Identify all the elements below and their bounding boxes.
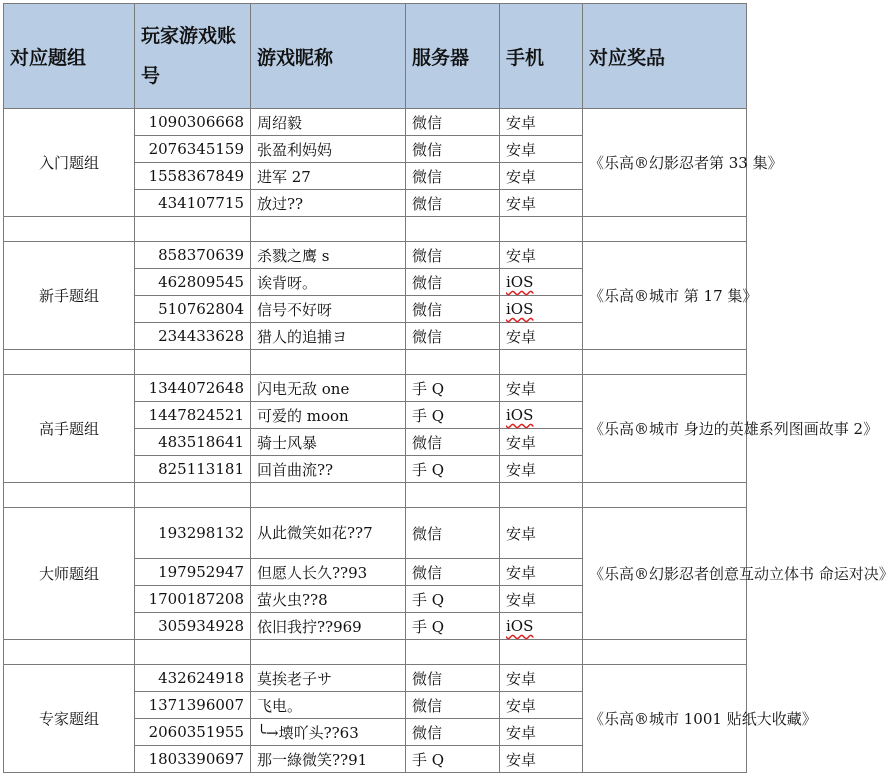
server-cell: 微信 [406, 109, 500, 136]
account-cell: 2060351955 [135, 719, 251, 746]
server-cell: 微信 [406, 269, 500, 296]
account-cell: 305934928 [135, 613, 251, 640]
server-cell: 手 Q [406, 456, 500, 483]
phone-cell: 安卓 [500, 746, 583, 773]
account-cell: 432624918 [135, 665, 251, 692]
empty-cell [135, 640, 251, 665]
group-name-cell: 专家题组 [4, 665, 135, 773]
server-cell: 手 Q [406, 402, 500, 429]
phone-value: iOS [506, 273, 534, 291]
account-cell: 1344072648 [135, 375, 251, 402]
empty-cell [583, 217, 747, 242]
phone-cell: 安卓 [500, 456, 583, 483]
account-cell: 1803390697 [135, 746, 251, 773]
phone-cell: 安卓 [500, 109, 583, 136]
prize-winners-table [3, 3, 894, 773]
server-cell: 微信 [406, 163, 500, 190]
account-cell: 462809545 [135, 269, 251, 296]
nickname-cell: 回首曲流?? [251, 456, 406, 483]
phone-value: iOS [506, 300, 534, 318]
phone-cell: 安卓 [500, 559, 583, 586]
account-cell: 1447824521 [135, 402, 251, 429]
table-row [4, 242, 747, 269]
table-row [4, 109, 747, 136]
prize-cell: 《乐高®城市 身边的英雄系列图画故事 2》 [583, 375, 747, 483]
table-row [4, 508, 747, 559]
header-nickname: 游戏昵称 [251, 4, 406, 109]
phone-cell [500, 296, 583, 323]
empty-cell [135, 483, 251, 508]
phone-cell: 安卓 [500, 665, 583, 692]
empty-cell [500, 350, 583, 375]
nickname-cell: 莫挨老子サ [251, 665, 406, 692]
nickname-cell: 萤火虫??8 [251, 586, 406, 613]
phone-cell: 安卓 [500, 190, 583, 217]
spacer-row [4, 217, 747, 242]
table-row [4, 665, 747, 692]
account-cell: 1558367849 [135, 163, 251, 190]
server-cell: 微信 [406, 190, 500, 217]
nickname-cell: 杀戮之鹰 s [251, 242, 406, 269]
spacer-row [4, 640, 747, 665]
phone-cell: 安卓 [500, 719, 583, 746]
phone-value: iOS [506, 617, 534, 635]
table-body [4, 109, 894, 773]
nickname-cell: 但愿人长久??93 [251, 559, 406, 586]
server-cell: 微信 [406, 429, 500, 456]
prize-cell: 《乐高®幻影忍者创意互动立体书 命运对决》 [583, 508, 747, 640]
account-cell: 1700187208 [135, 586, 251, 613]
empty-cell [583, 483, 747, 508]
phone-cell: 安卓 [500, 692, 583, 719]
group-name-cell: 高手题组 [4, 375, 135, 483]
header-group: 对应题组 [4, 4, 135, 109]
empty-cell [4, 483, 135, 508]
empty-cell [251, 640, 406, 665]
nickname-cell: 依旧我拧??969 [251, 613, 406, 640]
nickname-cell: 飞电。 [251, 692, 406, 719]
account-cell: 1371396007 [135, 692, 251, 719]
phone-cell: 安卓 [500, 508, 583, 559]
account-cell: 858370639 [135, 242, 251, 269]
empty-cell [583, 350, 747, 375]
empty-cell [4, 217, 135, 242]
account-cell: 2076345159 [135, 136, 251, 163]
server-cell: 手 Q [406, 375, 500, 402]
empty-cell [406, 640, 500, 665]
account-cell: 197952947 [135, 559, 251, 586]
account-cell: 234433628 [135, 323, 251, 350]
phone-cell: 安卓 [500, 323, 583, 350]
server-cell: 手 Q [406, 613, 500, 640]
nickname-cell: 可爱的 moon [251, 402, 406, 429]
server-cell: 微信 [406, 665, 500, 692]
empty-cell [135, 217, 251, 242]
table-row [4, 375, 747, 402]
prize-cell: 《乐高®城市 1001 贴纸大收藏》 [583, 665, 747, 773]
spacer-row [4, 350, 747, 375]
server-cell: 微信 [406, 242, 500, 269]
empty-cell [135, 350, 251, 375]
nickname-cell: 放过?? [251, 190, 406, 217]
group-name-cell: 新手题组 [4, 242, 135, 350]
group-name-cell: 大师题组 [4, 508, 135, 640]
phone-cell: 安卓 [500, 242, 583, 269]
empty-cell [251, 483, 406, 508]
nickname-cell: 猎人的追捕ヨ [251, 323, 406, 350]
empty-cell [406, 350, 500, 375]
nickname-cell: 闪电无敌 one [251, 375, 406, 402]
nickname-cell: 诶背呀。 [251, 269, 406, 296]
nickname-cell: 那一綠微笑??91 [251, 746, 406, 773]
phone-cell [500, 613, 583, 640]
server-cell: 微信 [406, 559, 500, 586]
empty-cell [583, 640, 747, 665]
server-cell: 手 Q [406, 746, 500, 773]
empty-cell [406, 483, 500, 508]
server-cell: 微信 [406, 692, 500, 719]
empty-cell [500, 483, 583, 508]
header-account: 玩家游戏账号 [135, 4, 251, 109]
nickname-cell: 进军 27 [251, 163, 406, 190]
phone-value: iOS [506, 406, 534, 424]
account-cell: 434107715 [135, 190, 251, 217]
empty-cell [251, 350, 406, 375]
server-cell: 微信 [406, 296, 500, 323]
nickname-cell: ╰→壊吖头??63 [251, 719, 406, 746]
account-cell: 193298132 [135, 508, 251, 559]
phone-cell: 安卓 [500, 136, 583, 163]
nickname-cell: 周绍毅 [251, 109, 406, 136]
header-phone: 手机 [500, 4, 583, 109]
empty-cell [406, 217, 500, 242]
account-cell: 510762804 [135, 296, 251, 323]
prize-cell: 《乐高®城市 第 17 集》 [583, 242, 747, 350]
server-cell: 微信 [406, 508, 500, 559]
prize-cell: 《乐高®幻影忍者第 33 集》 [583, 109, 747, 217]
server-cell: 微信 [406, 136, 500, 163]
server-cell: 手 Q [406, 586, 500, 613]
phone-cell: 安卓 [500, 375, 583, 402]
account-cell: 483518641 [135, 429, 251, 456]
empty-cell [251, 217, 406, 242]
nickname-cell: 骑士风暴 [251, 429, 406, 456]
spacer-row [4, 483, 747, 508]
phone-cell [500, 269, 583, 296]
phone-cell [500, 402, 583, 429]
account-cell: 1090306668 [135, 109, 251, 136]
phone-cell: 安卓 [500, 163, 583, 190]
nickname-cell: 从此微笑如花??7 [251, 508, 406, 559]
empty-cell [4, 640, 135, 665]
header-row [4, 4, 747, 109]
empty-cell [500, 217, 583, 242]
header-prize: 对应奖品 [583, 4, 747, 109]
server-cell: 微信 [406, 719, 500, 746]
nickname-cell: 张盈利妈妈 [251, 136, 406, 163]
header-server: 服务器 [406, 4, 500, 109]
account-cell: 825113181 [135, 456, 251, 483]
empty-cell [500, 640, 583, 665]
phone-cell: 安卓 [500, 429, 583, 456]
server-cell: 微信 [406, 323, 500, 350]
nickname-cell: 信号不好呀 [251, 296, 406, 323]
group-name-cell: 入门题组 [4, 109, 135, 217]
phone-cell: 安卓 [500, 586, 583, 613]
empty-cell [4, 350, 135, 375]
